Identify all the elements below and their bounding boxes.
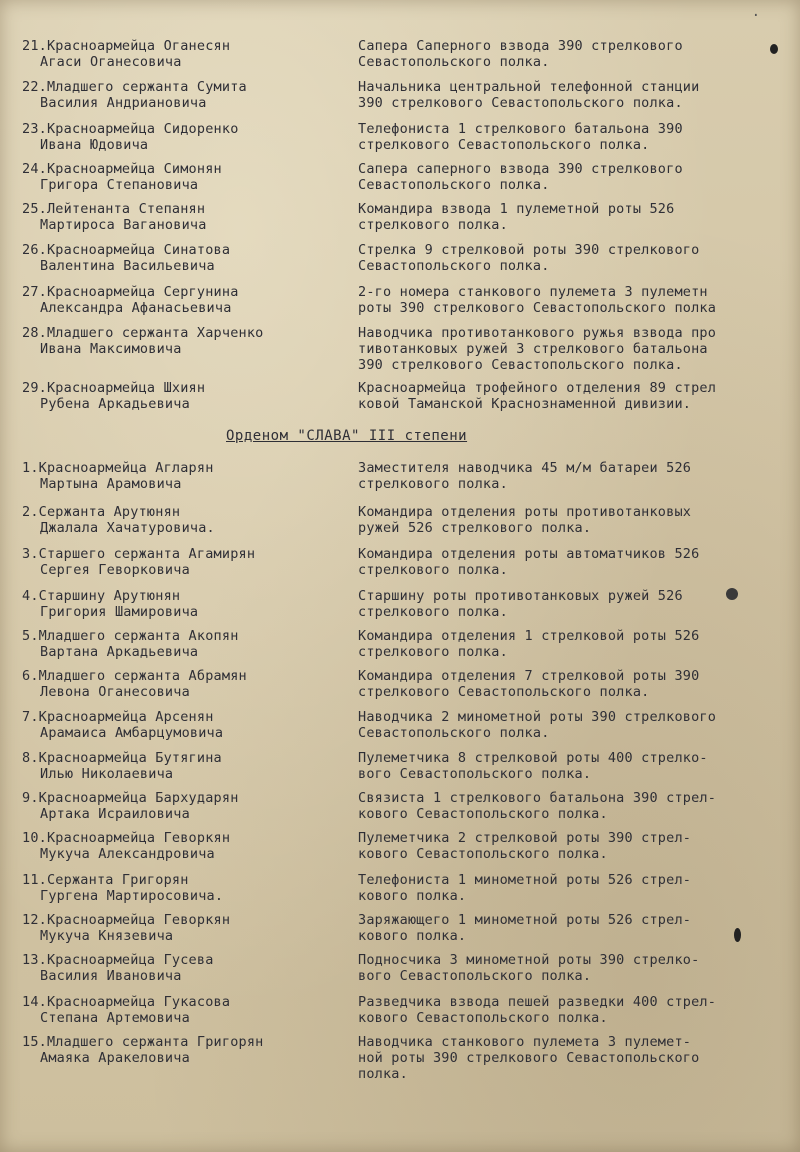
position-line: Старшину роты противотанковых ружей 526	[358, 588, 683, 604]
recipient-position	[358, 325, 788, 373]
recipient-position	[358, 38, 788, 70]
recipient-name	[22, 790, 342, 822]
recipient-name	[22, 460, 342, 492]
recipient-first-patronymic: Рубена Аркадьевича	[40, 396, 190, 412]
position-line: Разведчика взвода пешей разведки 400 стрел-	[358, 994, 717, 1010]
ink-spot	[734, 928, 741, 942]
position-line: Заряжающего 1 минометной роты 526 стрел-	[358, 912, 692, 928]
position-line: вого Севастопольского полка.	[358, 766, 592, 782]
recipient-name	[22, 830, 342, 862]
recipient-name	[22, 546, 342, 578]
recipient-name	[22, 121, 342, 153]
recipient-name	[22, 872, 342, 904]
position-line: Командира отделения роты противотанковых	[358, 504, 692, 520]
ink-spot	[726, 588, 738, 600]
recipient-rank-surname: 27.Красноармейца Сергунина	[22, 284, 239, 300]
recipient-name	[22, 750, 342, 782]
position-line: Связиста 1 стрелкового батальона 390 стрел-	[358, 790, 717, 806]
recipient-rank-surname: 4.Старшину Арутюнян	[22, 588, 181, 604]
position-line: Наводчика 2 минометной роты 390 стрелкового	[358, 709, 717, 725]
recipient-rank-surname: 15.Младшего сержанта Григорян	[22, 1034, 264, 1050]
position-line: Заместителя наводчика 45 м/м батареи 526	[358, 460, 692, 476]
recipient-rank-surname: 9.Красноармейца Бархударян	[22, 790, 239, 806]
recipient-first-patronymic: Мартына Арамовича	[40, 476, 182, 492]
recipient-rank-surname: 11.Сержанта Григорян	[22, 872, 189, 888]
recipient-first-patronymic: Мукуча Князевича	[40, 928, 174, 944]
recipient-position	[358, 1034, 788, 1082]
recipient-position	[358, 994, 788, 1026]
position-line: Телефониста 1 стрелкового батальона 390	[358, 121, 683, 137]
position-line: Подносчика 3 минометной роты 390 стрелко-	[358, 952, 700, 968]
recipient-rank-surname: 2.Сержанта Арутюнян	[22, 504, 181, 520]
position-line: 2-го номера станкового пулемета 3 пулеметн	[358, 284, 708, 300]
recipient-position	[358, 284, 788, 316]
recipient-first-patronymic: Ивана Юдовича	[40, 137, 149, 153]
recipient-first-patronymic: Гургена Мартиросовича.	[40, 888, 224, 904]
recipient-position	[358, 504, 788, 536]
position-line: Сапера саперного взвода 390 стрелкового	[358, 161, 683, 177]
position-line: Командира отделения 1 стрелковой роты 526	[358, 628, 700, 644]
recipient-name	[22, 161, 342, 193]
position-line: Командира отделения роты автоматчиков 526	[358, 546, 700, 562]
recipient-position	[358, 121, 788, 153]
recipient-name	[22, 284, 342, 316]
recipient-rank-surname: 22.Младшего сержанта Сумита	[22, 79, 247, 95]
recipient-rank-surname: 6.Младшего сержанта Абрамян	[22, 668, 247, 684]
recipient-position	[358, 161, 788, 193]
recipient-name	[22, 994, 342, 1026]
recipient-rank-surname: 24.Красноармейца Симонян	[22, 161, 222, 177]
position-line: стрелкового Севастопольского полка.	[358, 684, 650, 700]
recipient-name	[22, 38, 342, 70]
recipient-rank-surname: 5.Младшего сержанта Акопян	[22, 628, 239, 644]
position-line: стрелкового полка.	[358, 217, 508, 233]
recipient-position	[358, 750, 788, 782]
recipient-rank-surname: 25.Лейтенанта Степанян	[22, 201, 206, 217]
position-line: Командира взвода 1 пулеметной роты 526	[358, 201, 675, 217]
position-line: стрелкового полка.	[358, 644, 508, 660]
recipient-first-patronymic: Мартироса Вагановича	[40, 217, 207, 233]
recipient-rank-surname: 8.Красноармейца Бутягина	[22, 750, 222, 766]
recipient-name	[22, 952, 342, 984]
position-line: Начальника центральной телефонной станции	[358, 79, 700, 95]
position-line: 390 стрелкового Севастопольского полка.	[358, 95, 683, 111]
recipient-first-patronymic: Ивана Максимовича	[40, 341, 182, 357]
recipient-position	[358, 79, 788, 111]
position-line: кового полка.	[358, 888, 467, 904]
position-line: Командира отделения 7 стрелковой роты 390	[358, 668, 700, 684]
recipient-first-patronymic: Мукуча Александровича	[40, 846, 215, 862]
recipient-position	[358, 460, 788, 492]
recipient-first-patronymic: Степана Артемовича	[40, 1010, 190, 1026]
ink-spot	[770, 44, 778, 54]
recipient-first-patronymic: Василия Андриановича	[40, 95, 207, 111]
recipient-first-patronymic: Сергея Геворковича	[40, 562, 190, 578]
position-line: кового полка.	[358, 928, 467, 944]
position-line: 390 стрелкового Севастопольского полка.	[358, 357, 683, 373]
position-line: Севастопольского полка.	[358, 725, 550, 741]
recipient-position	[358, 201, 788, 233]
recipient-first-patronymic: Григора Степановича	[40, 177, 199, 193]
recipient-rank-surname: 14.Красноармейца Гукасова	[22, 994, 231, 1010]
recipient-name	[22, 588, 342, 620]
recipient-rank-surname: 28.Младшего сержанта Харченко	[22, 325, 264, 341]
recipient-position	[358, 790, 788, 822]
recipient-position	[358, 952, 788, 984]
position-line: Наводчика противотанкового ружья взвода про	[358, 325, 717, 341]
recipient-first-patronymic: Григория Шамировича	[40, 604, 199, 620]
recipient-position	[358, 242, 788, 274]
recipient-name	[22, 79, 342, 111]
recipient-position	[358, 709, 788, 741]
position-line: роты 390 стрелкового Севастопольского полка	[358, 300, 717, 316]
position-line: стрелкового полка.	[358, 604, 508, 620]
recipient-first-patronymic: Вартана Аркадьевича	[40, 644, 199, 660]
recipient-name	[22, 325, 342, 357]
recipient-name	[22, 1034, 342, 1066]
section-heading: Орденом "СЛАВА" III степени	[226, 428, 468, 444]
position-line: тивотанковых ружей 3 стрелкового батальона	[358, 341, 708, 357]
position-line: Пулеметчика 8 стрелковой роты 400 стрелко-	[358, 750, 708, 766]
recipient-first-patronymic: Амаяка Аракеловича	[40, 1050, 190, 1066]
position-line: кового Севастопольского полка.	[358, 846, 608, 862]
position-line: Наводчика станкового пулемета 3 пулемет-	[358, 1034, 692, 1050]
recipient-position	[358, 668, 788, 700]
recipient-position	[358, 912, 788, 944]
position-line: кового Севастопольского полка.	[358, 1010, 608, 1026]
position-line: Севастопольского полка.	[358, 177, 550, 193]
position-line: стрелкового полка.	[358, 476, 508, 492]
recipient-name	[22, 668, 342, 700]
position-line: Стрелка 9 стрелковой роты 390 стрелкового	[358, 242, 700, 258]
recipient-position	[358, 628, 788, 660]
recipient-first-patronymic: Илью Николаевича	[40, 766, 174, 782]
recipient-rank-surname: 1.Красноармейца Агларян	[22, 460, 214, 476]
position-line: Красноармейца трофейного отделения 89 стрел	[358, 380, 717, 396]
recipient-first-patronymic: Джалала Хачатуровича.	[40, 520, 215, 536]
position-line: ружей 526 стрелкового полка.	[358, 520, 592, 536]
recipient-rank-surname: 10.Красноармейца Геворкян	[22, 830, 231, 846]
recipient-first-patronymic: Артака Исраиловича	[40, 806, 190, 822]
recipient-position	[358, 546, 788, 578]
position-line: вого Севастопольского полка.	[358, 968, 592, 984]
position-line: ковой Таманской Краснознаменной дивизии.	[358, 396, 692, 412]
recipient-name	[22, 709, 342, 741]
position-line: ной роты 390 стрелкового Севастопольского	[358, 1050, 700, 1066]
position-line: Севастопольского полка.	[358, 54, 550, 70]
recipient-position	[358, 588, 788, 620]
recipient-name	[22, 628, 342, 660]
position-line: Севастопольского полка.	[358, 258, 550, 274]
recipient-first-patronymic: Александра Афанасьевича	[40, 300, 232, 316]
position-line: стрелкового Севастопольского полка.	[358, 137, 650, 153]
recipient-first-patronymic: Василия Ивановича	[40, 968, 182, 984]
recipient-name	[22, 201, 342, 233]
position-line: Телефониста 1 минометной роты 526 стрел-	[358, 872, 692, 888]
position-line: кового Севастопольского полка.	[358, 806, 608, 822]
recipient-name	[22, 242, 342, 274]
recipient-rank-surname: 23.Красноармейца Сидоренко	[22, 121, 239, 137]
recipient-first-patronymic: Арамаиса Амбарцумовича	[40, 725, 224, 741]
recipient-position	[358, 830, 788, 862]
recipient-first-patronymic: Агаси Оганесовича	[40, 54, 182, 70]
recipient-rank-surname: 3.Старшего сержанта Агамирян	[22, 546, 256, 562]
position-line: Сапера Саперного взвода 390 стрелкового	[358, 38, 683, 54]
recipient-position	[358, 872, 788, 904]
recipient-rank-surname: 26.Красноармейца Синатова	[22, 242, 231, 258]
recipient-rank-surname: 13.Красноармейца Гусева	[22, 952, 214, 968]
corner-mark: ·	[751, 8, 760, 24]
position-line: полка.	[358, 1066, 408, 1082]
recipient-first-patronymic: Валентина Васильевича	[40, 258, 215, 274]
recipient-name	[22, 504, 342, 536]
position-line: Пулеметчика 2 стрелковой роты 390 стрел-	[358, 830, 692, 846]
recipient-first-patronymic: Левона Оганесовича	[40, 684, 190, 700]
recipient-name	[22, 380, 342, 412]
recipient-rank-surname: 21.Красноармейца Оганесян	[22, 38, 231, 54]
position-line: стрелкового полка.	[358, 562, 508, 578]
recipient-rank-surname: 12.Красноармейца Геворкян	[22, 912, 231, 928]
recipient-rank-surname: 7.Красноармейца Арсенян	[22, 709, 214, 725]
recipient-name	[22, 912, 342, 944]
recipient-position	[358, 380, 788, 412]
recipient-rank-surname: 29.Красноармейца Шхиян	[22, 380, 206, 396]
